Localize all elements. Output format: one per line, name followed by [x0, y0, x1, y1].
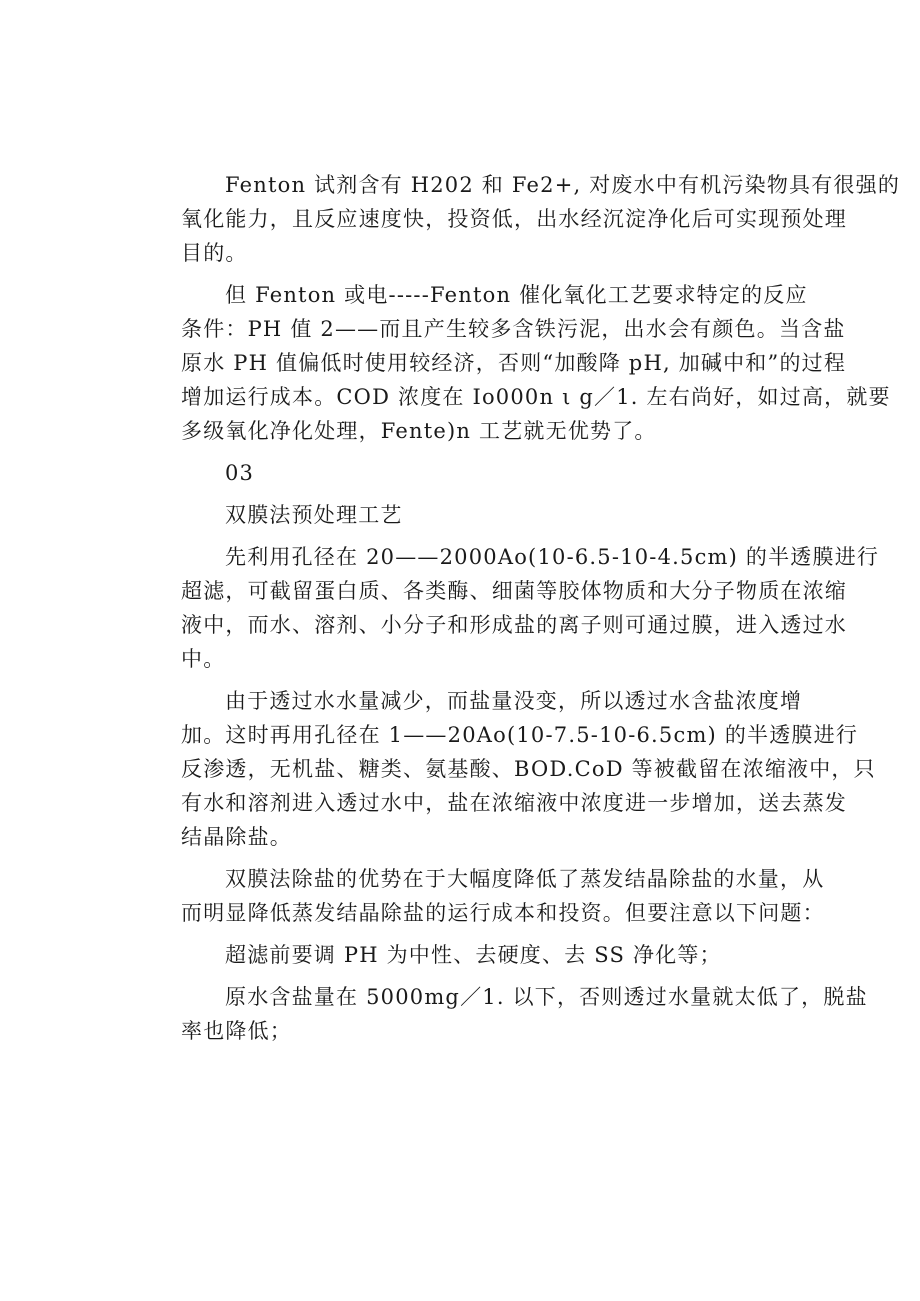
text-line: 原水含盐量在 5000mg／1. 以下，否则透过水量就太低了，脱盐: [225, 985, 868, 1009]
text-line: 原水 PH 值偏低时使用较经济，否则“加酸降 pH, 加碱中和”的过程: [181, 351, 847, 375]
text-line: 液中，而水、溶剂、小分子和形成盐的离子则可通过膜，进入透过水: [181, 613, 847, 637]
text-line: 氧化能力，且反应速度快，投资低，出水经沉淀净化后可实现预处理: [181, 207, 847, 231]
paragraph-fenton-conditions: [137, 278, 891, 448]
text-line: 结晶除盐。: [181, 825, 292, 849]
paragraph-ultrafiltration: [137, 540, 880, 676]
text-line: 率也降低；: [181, 1019, 292, 1043]
text-line: 由于透过水水量减少，而盐量没变，所以透过水含盐浓度增: [225, 689, 803, 713]
text-line: 双膜法除盐的优势在于大幅度降低了蒸发结晶除盐的水量，从: [225, 867, 825, 891]
paragraph-reverse-osmosis: [137, 684, 876, 854]
text-line: Fenton 试剂含有 H202 和 Fe2+, 对废水中有机污染物具有很强的: [225, 173, 901, 197]
document-body: [137, 168, 901, 1056]
text-line: 有水和溶剂进入透过水中，盐在浓缩液中浓度进一步增加，送去蒸发: [181, 791, 847, 815]
text-line: 而明显降低蒸发结晶除盐的运行成本和投资。但要注意以下问题：: [181, 901, 825, 925]
text-line: 条件：PH 值 2——而且产生较多含铁污泥，出水会有颜色。当含盐: [181, 317, 846, 341]
text-line: 先利用孔径在 20——2000Ao(10-6.5-10-4.5cm) 的半透膜进行: [225, 545, 880, 569]
text-line: 但 Fenton 或电-----Fenton 催化氧化工艺要求特定的反应: [225, 283, 808, 307]
text-line: 多级氧化净化处理，Fente)n 工艺就无优势了。: [181, 419, 657, 443]
section-number: [137, 456, 785, 490]
text-line: 超滤前要调 PH 为中性、去硬度、去 SS 净化等；: [225, 943, 722, 967]
text-line: 增加运行成本。COD 浓度在 Io000n ι g／1. 左右尚好，如过高，就要: [181, 385, 891, 409]
paragraph-note-salt-content: [137, 980, 868, 1048]
section-heading: [137, 498, 785, 532]
paragraph-note-pretreatment: [137, 938, 785, 972]
text-line: 03: [225, 461, 255, 485]
text-line: 加。这时再用孔径在 1——20Ao(10-7.5-10-6.5cm) 的半透膜进行: [181, 723, 859, 747]
text-line: 超滤，可截留蛋白质、各类酶、细菌等胶体物质和大分子物质在浓缩: [181, 579, 847, 603]
text-line: 反渗透，无机盐、糖类、氨基酸、BOD.CoD 等被截留在浓缩液中，只: [181, 757, 876, 781]
text-line: 双膜法预处理工艺: [225, 503, 403, 527]
text-line: 目的。: [181, 241, 248, 265]
paragraph-double-membrane-advantage: [137, 862, 825, 930]
paragraph-fenton-intro: [137, 168, 901, 270]
text-line: 中。: [181, 647, 226, 671]
